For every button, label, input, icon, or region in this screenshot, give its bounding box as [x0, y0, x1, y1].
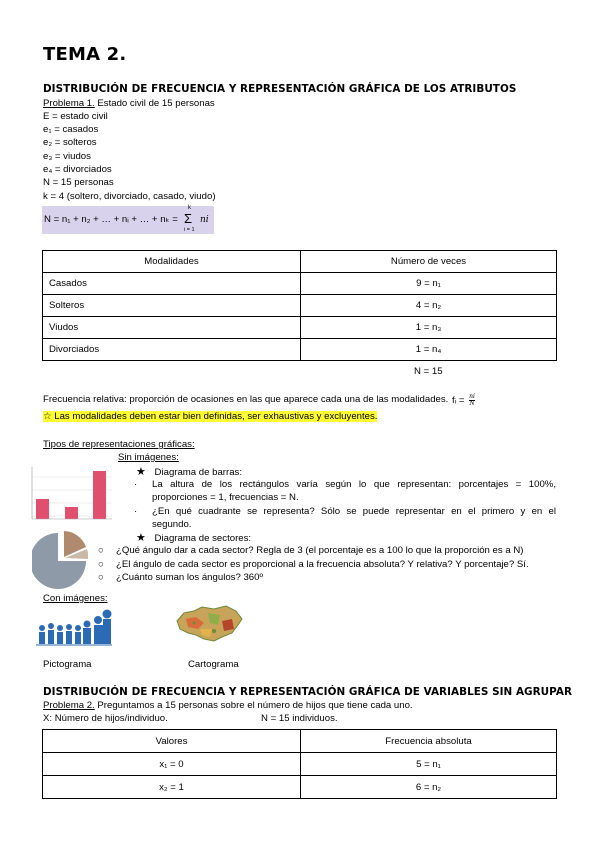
pictogram-image — [36, 606, 112, 648]
table-row — [43, 317, 557, 339]
relative-frequency-text: Frecuencia relativa: proporción de ocasiones en las que aparece cada una de las modalidades. — [43, 394, 449, 405]
sum-term: ni — [200, 215, 209, 225]
problem2-text: Preguntamos a 15 personas sobre el número de hijos que tiene cada uno. — [94, 700, 413, 711]
circle-bullet-icon: ○ — [98, 545, 104, 556]
table-cell: Solteros — [43, 295, 301, 317]
n-definition: N = 15 individuos. — [261, 713, 338, 724]
bar-chart-thumbnail — [28, 463, 114, 525]
table-header-row — [43, 730, 557, 753]
sector-diagram-title: Diagrama de sectores: — [154, 533, 252, 544]
table-row — [43, 339, 557, 361]
with-images-heading: Con imágenes: — [43, 593, 108, 604]
circle-bullet-icon: ○ — [98, 559, 104, 570]
relative-frequency-formula — [452, 394, 475, 407]
values-table — [42, 729, 557, 799]
dash-bullet-icon: · — [134, 479, 138, 490]
circle-bullet-icon: ○ — [98, 572, 104, 583]
highlight-note-line — [43, 411, 377, 423]
table-header-cell: Valores — [43, 730, 301, 753]
sum-formula-box — [42, 206, 214, 234]
problem2-line — [43, 700, 413, 712]
definition-line: N = 15 personas — [43, 177, 114, 188]
sum-upper-limit: k — [188, 205, 191, 211]
bar-bullet2-line2: segundo. — [152, 519, 192, 530]
table-cell: x₂ = 1 — [43, 776, 301, 799]
bar-bullet2-line1: ¿En qué cuadrante se representa? Sólo se puede representar en el primero y en el — [152, 506, 556, 517]
table-header-cell: Número de veces — [301, 251, 557, 273]
types-heading: Tipos de representaciones gráficas: — [43, 439, 195, 450]
table-row — [43, 273, 557, 295]
table-row — [43, 753, 557, 776]
bar-bullet1-line1: La altura de los rectángulos varía según lo que representan: porcentajes = 100%, — [152, 479, 556, 490]
fraction — [469, 394, 475, 407]
x-definition: X: Número de hijos/individuo. — [43, 713, 168, 724]
fraction-denominator: N — [469, 400, 475, 407]
star-bullet-icon: ★ — [136, 466, 146, 478]
table-row — [43, 295, 557, 317]
table-cell: 4 = n₂ — [301, 295, 557, 317]
dash-bullet-icon: · — [134, 506, 138, 517]
table-cell: 6 = n₂ — [301, 776, 557, 799]
sector-diagram-title-line — [136, 531, 251, 544]
table-header-cell: Frecuencia absoluta — [301, 730, 557, 753]
cartogram-label: Cartograma — [188, 659, 239, 670]
bar-diagram-title: Diagrama de barras: — [154, 467, 242, 478]
definition-line: e₂ = solteros — [43, 137, 97, 148]
definition-line: k = 4 (soltero, divorciado, casado, viudo) — [43, 191, 216, 202]
table-header-row — [43, 251, 557, 273]
no-images-heading: Sin imágenes: — [118, 452, 179, 463]
table-cell: Casados — [43, 273, 301, 295]
problem1-line — [43, 98, 215, 110]
modalities-table — [42, 250, 557, 361]
cartogram-image — [174, 603, 244, 645]
section2-heading: DISTRIBUCIÓN DE FRECUENCIA Y REPRESENTACIÓN GRÁFICA DE VARIABLES SIN AGRUPAR — [43, 686, 573, 698]
table-cell: Viudos — [43, 317, 301, 339]
star-bullet-icon: ★ — [136, 532, 146, 544]
sector-question-1: ¿Qué ángulo dar a cada sector? Regla de 3 (el porcentaje es a 100 lo que la proporción es a N) — [116, 545, 524, 556]
sector-question-2: ¿El ángulo de cada sector es proporcional a la frecuencia absoluta? Y relativa? Y porcentaje? Sí. — [116, 559, 529, 570]
table-cell: Divorciados — [43, 339, 301, 361]
definition-line: e₃ = viudos — [43, 151, 91, 162]
highlight-note: ☆ Las modalidades deben estar bien definidas, ser exhaustivas y excluyentes. — [43, 411, 378, 422]
sum-lower-limit: i = 1 — [184, 227, 195, 233]
definition-line: e₁ = casados — [43, 124, 99, 135]
sum-symbol: Σ — [184, 211, 193, 226]
problem1-text: Estado civil de 15 personas — [94, 98, 215, 109]
definition-line: E = estado civil — [43, 111, 108, 122]
relative-formula-lhs: fᵢ = — [452, 395, 465, 407]
table-cell: 1 = n₄ — [301, 339, 557, 361]
table-cell: x₁ = 0 — [43, 753, 301, 776]
table-row — [43, 776, 557, 799]
problem2-label: Problema 2. — [43, 700, 95, 711]
table-cell: 1 = n₃ — [301, 317, 557, 339]
table-cell: 9 = n₁ — [301, 273, 557, 295]
pictogram-label: Pictograma — [43, 659, 92, 670]
section1-heading: DISTRIBUCIÓN DE FRECUENCIA Y REPRESENTACIÓN GRÁFICA DE LOS ATRIBUTOS — [43, 83, 517, 95]
fraction-numerator: ni — [469, 393, 475, 400]
bar-diagram-title-line — [136, 465, 242, 478]
sum-formula-text: N = n₁ + n₂ + … + nᵢ + … + nₖ = — [44, 214, 178, 225]
definition-line: e₄ = divorciados — [43, 164, 112, 175]
sector-question-3: ¿Cuánto suman los ángulos? 360º — [116, 572, 263, 583]
pie-chart-thumbnail — [32, 527, 88, 591]
table-header-cell: Modalidades — [43, 251, 301, 273]
table-total: N = 15 — [414, 366, 443, 377]
page-title: TEMA 2. — [43, 44, 127, 65]
table-cell: 5 = n₁ — [301, 753, 557, 776]
bar-bullet1-line2: proporciones = 1, frecuencias = N. — [152, 492, 299, 503]
problem1-label: Problema 1. — [43, 98, 95, 109]
